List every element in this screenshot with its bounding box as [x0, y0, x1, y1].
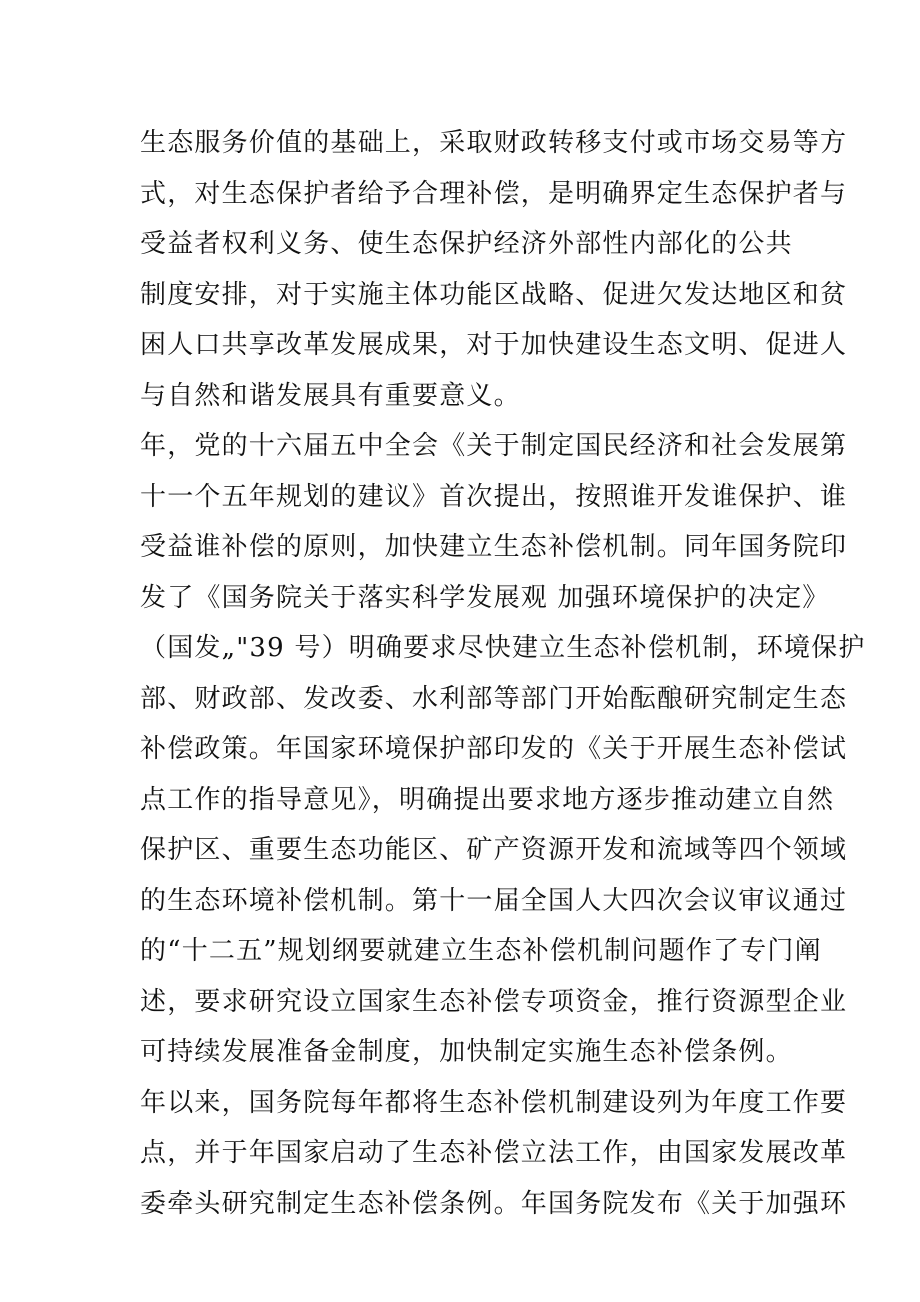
text-line: 发了《国务院关于落实科学发展观 加强环境保护的决定》: [140, 582, 830, 613]
text-line: 生态服务价值的基础上，采取财政转移支付或市场交易等方: [140, 128, 848, 158]
text-line: 委牵头研究制定生态补偿条例。年国务院发布《关于加强环: [140, 1188, 848, 1219]
document-body: [140, 118, 866, 1229]
text-line: 的生态环境补偿机制。第十一届全国人大四次会议审议通过: [140, 885, 848, 916]
text-line: 可持续发展准备金制度，加快制定实施生态补偿条例。: [140, 1037, 793, 1067]
text-line: 点，并于年国家启动了生态补偿立法工作，由国家发展改革: [140, 1138, 848, 1168]
text-line: （国发„"39 号）明确要求尽快建立生态补偿机制，环境保护: [140, 633, 866, 663]
text-line: 保护区、重要生态功能区、矿产资源开发和流域等四个领域: [140, 835, 848, 865]
text-line: 困人口共享改革发展成果，对于加快建设生态文明、促进人: [140, 330, 848, 360]
text-line: 述，要求研究设立国家生态补偿专项资金，推行资源型企业: [140, 986, 848, 1017]
text-line: 受益者权利义务、使生态保护经济外部性内部化的公共: [140, 229, 793, 259]
text-line: 制度安排，对于实施主体功能区战略、促进欠发达地区和贫: [140, 279, 848, 310]
text-line: 点工作的指导意见》，明确提出要求地方逐步推动建立自然: [140, 784, 835, 815]
text-line: 年，党的十六届五中全会《关于制定国民经济和社会发展第: [140, 431, 848, 461]
text-line: 与自然和谐发展具有重要意义。: [140, 380, 521, 411]
text-line: 十一个五年规划的建议》首次提出，按照谁开发谁保护、谁: [140, 481, 848, 512]
text-line: 部、财政部、发改委、水利部等部门开始酝酿研究制定生态: [140, 683, 848, 714]
text-line: 式，对生态保护者给予合理补偿，是明确界定生态保护者与: [140, 178, 848, 209]
text-line: 补偿政策。年国家环境保护部印发的《关于开展生态补偿试: [140, 734, 848, 764]
text-line: 受益谁补偿的原则，加快建立生态补偿机制。同年国务院印: [140, 532, 848, 562]
text-line: 年以来，国务院每年都将生态补偿机制建设列为年度工作要: [140, 1087, 848, 1118]
text-line: 的“十二五”规划纲要就建立生态补偿机制问题作了专门阐: [140, 936, 822, 966]
